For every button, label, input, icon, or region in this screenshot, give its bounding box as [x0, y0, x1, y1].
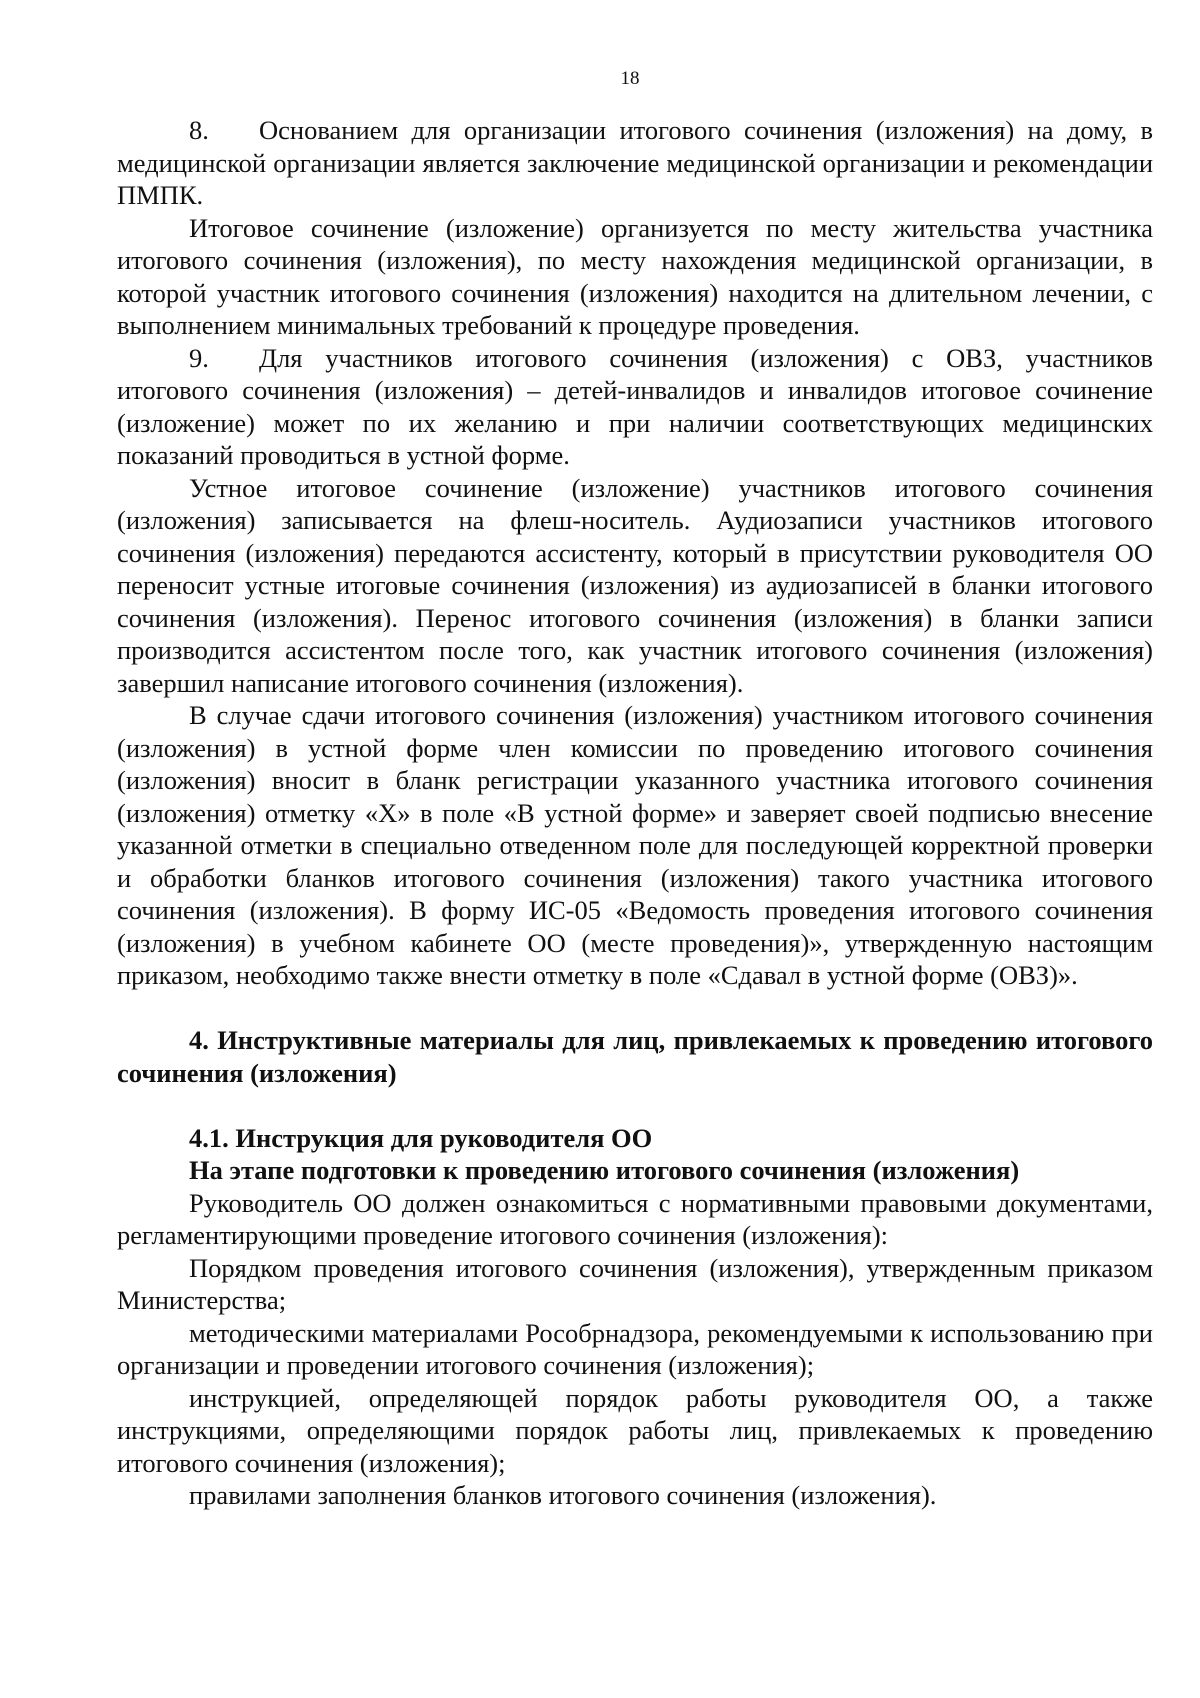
document-body [117, 114, 1153, 1512]
list-item-methodical: методическими материалами Рособрнадзора, рекомендуемыми к использованию при организации и проведении итогового сочинения (изложения); [117, 1317, 1153, 1380]
paragraph-4-1-intro: Руководитель ОО должен ознакомиться с нормативными правовыми документами, регламентирующими проведение итогового сочинения (изложения): [117, 1187, 1153, 1250]
paragraph-8-text: Основанием для организации итогового сочинения (изложения) на дому, в медицинской организации является заключение медицинской организации и рекомендации ПМПК. [117, 115, 1153, 210]
spacer [117, 992, 1153, 1025]
paragraph-9-oral-recording: Устное итоговое сочинение (изложение) участников итогового сочинения (изложения) записывается на флеш-носитель. Аудиозаписи участников итогового сочинения (изложения) передаются ассистенту, который в присутствии руководителя ОО переносит устные итоговые сочинения (изложения) из аудиозаписей в бланки итогового сочинения (изложения). Перенос итогового сочинения (изложения) в бланки записи производится ассистентом после того, как участник итогового сочинения (изложения) завершил написание итогового сочинения (изложения). [117, 472, 1153, 698]
section-4-1-heading: 4.1. Инструкция для руководителя ОО [189, 1122, 653, 1153]
item-number-8: 8. [189, 115, 209, 145]
paragraph-9 [117, 342, 1153, 472]
item-number-9: 9. [189, 342, 209, 373]
list-item-instructions: инструкцией, определяющей порядок работы руководителя ОО, а также инструкциями, определяющими порядок работы лиц, привлекаемых к проведению итогового сочинения (изложения); [117, 1382, 1153, 1478]
list-item-rules: правилами заполнения бланков итогового сочинения (изложения). [189, 1480, 937, 1510]
paragraph-8-continuation: Итоговое сочинение (изложение) организуется по месту жительства участника итогового сочинения (изложения), по месту нахождения медицинской организации, в которой участник итогового сочинения (изложения) находится на длительном лечении, с выполнением минимальных требований к процедуре проведения. [117, 212, 1153, 340]
paragraph-8 [117, 114, 1153, 212]
paragraph-9-oral-mark: В случае сдачи итогового сочинения (изложения) участником итогового сочинения (изложения) в устной форме член комиссии по проведению итогового сочинения (изложения) вносит в бланк регистрации указанного участника итогового сочинения (изложения) отметку «Х» в поле «В устной форме» и заверяет своей подписью внесение указанной отметки в специально отведенном поле для последующей корректной проверки и обработки бланков итогового сочинения (изложения) такого участника итогового сочинения (изложения). В форму ИС-05 «Ведомость проведения итогового сочинения (изложения) в учебном кабинете ОО (месте проведения)», утвержденную настоящим приказом, необходимо также внести отметку в поле «Сдавал в устной форме (ОВЗ)». [117, 700, 1153, 990]
page-number: 18 [620, 68, 640, 89]
section-4-1-subheading: На этапе подготовки к проведению итогового сочинения (изложения) [189, 1155, 1020, 1185]
spacer [117, 1089, 1153, 1122]
list-item-procedure: Порядком проведения итогового сочинения (изложения), утвержденным приказом Министерства; [117, 1252, 1153, 1315]
section-4-heading: 4. Инструктивные материалы для лиц, привлекаемых к проведению итогового сочинения (изложения) [117, 1025, 1153, 1088]
paragraph-9-text: Для участников итогового сочинения (изложения) с ОВЗ, участников итогового сочинения (изложения) – детей-инвалидов и инвалидов итоговое сочинение (изложение) может по их желанию и при наличии соответствующих медицинских показаний проводиться в устной форме. [117, 342, 1153, 470]
